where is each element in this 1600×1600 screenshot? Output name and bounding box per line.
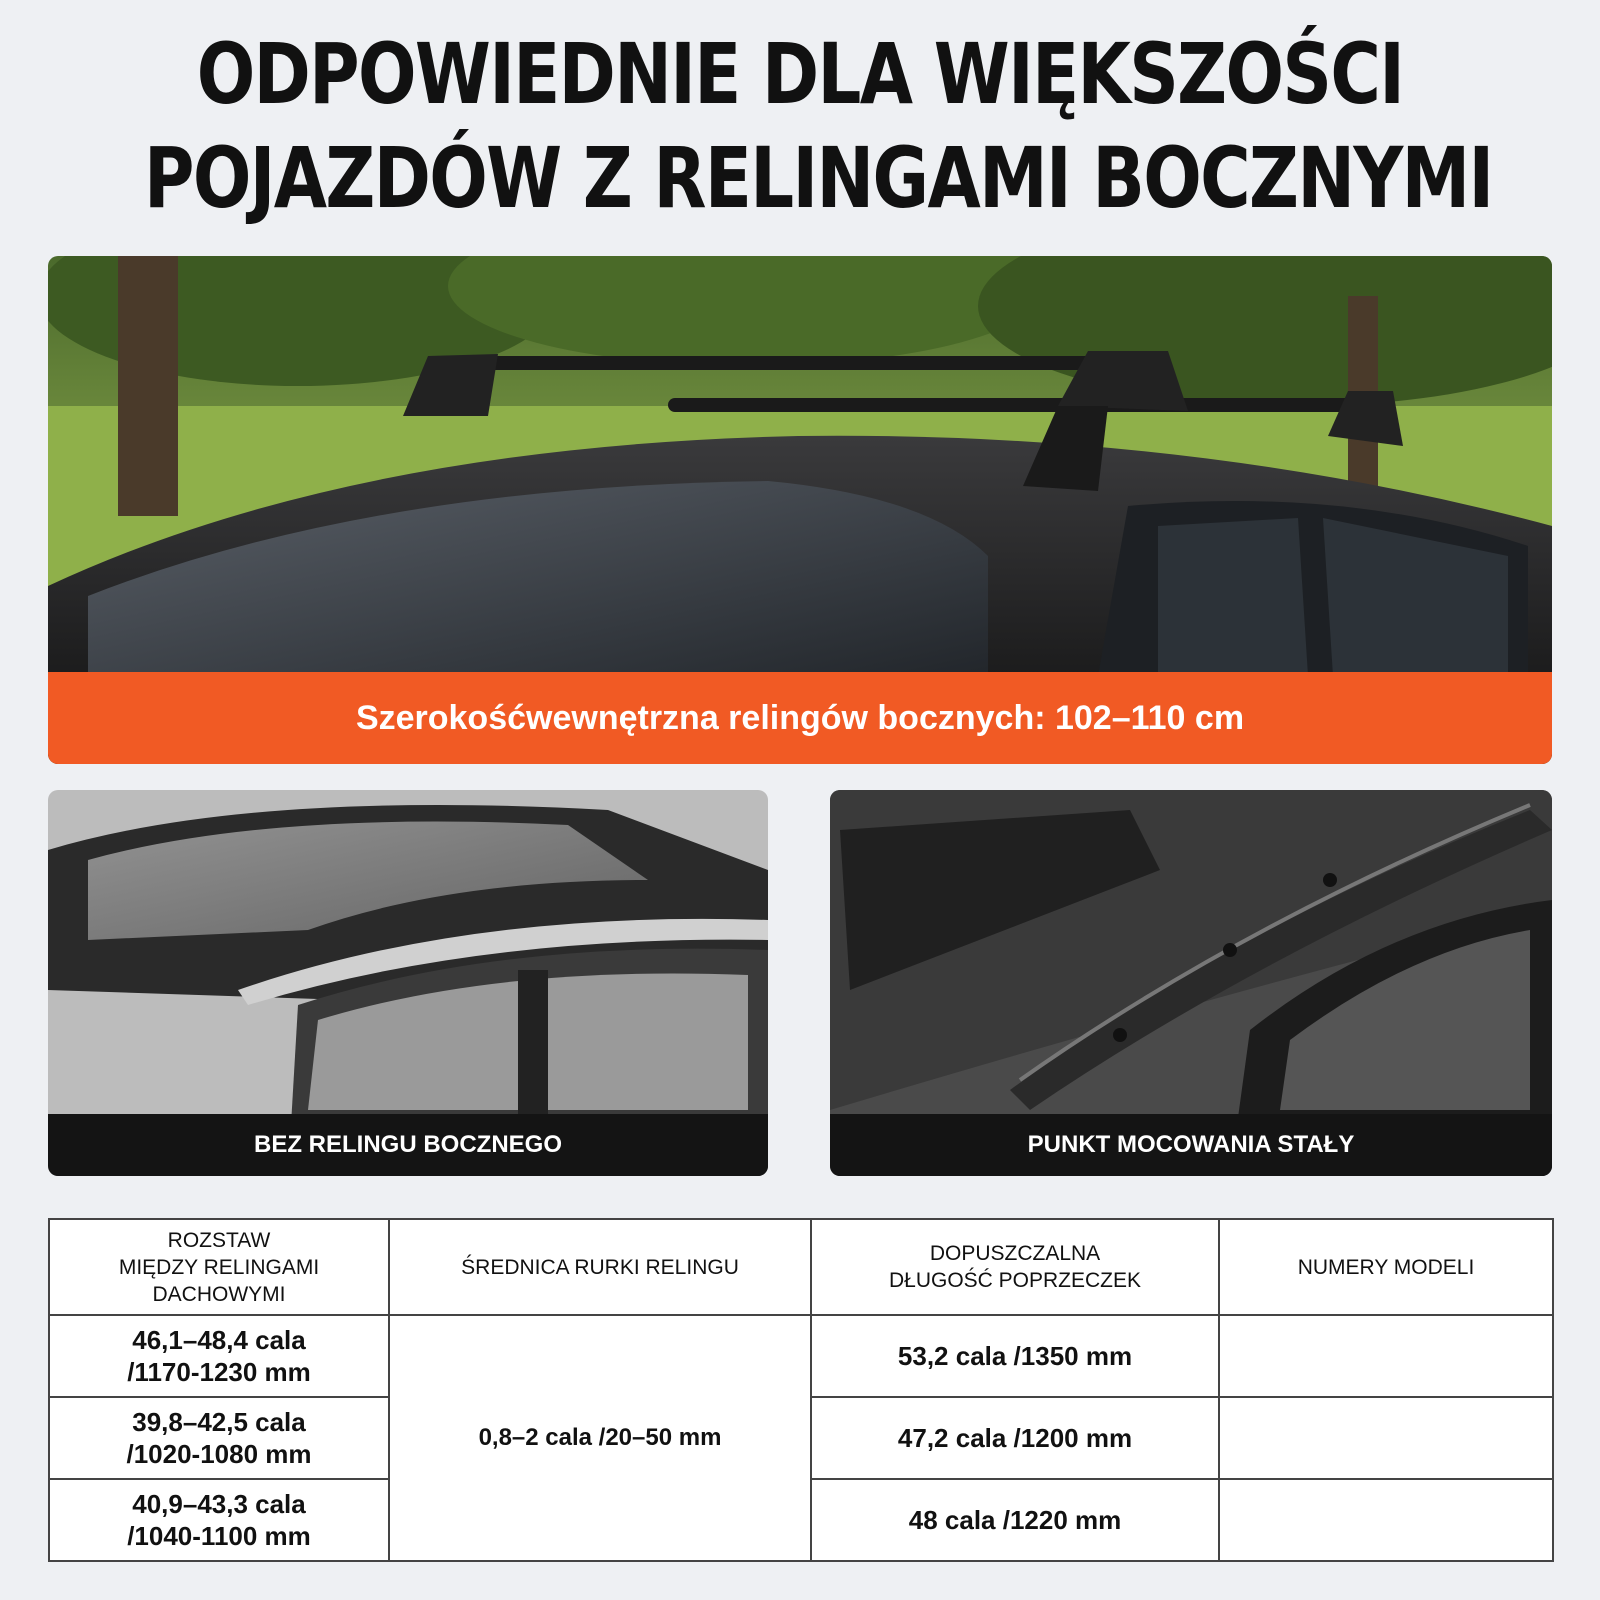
hero-caption-band bbox=[48, 672, 1552, 764]
table-row bbox=[49, 1315, 1553, 1397]
headline bbox=[144, 22, 1493, 230]
model-cell bbox=[1219, 1397, 1553, 1479]
hero-caption: Szerokośćwewnętrzna relingów bocznych: 102–110 cm bbox=[355, 698, 1245, 737]
headline-line-1: ODPOWIEDNIE DLA WIĘKSZOŚCI bbox=[196, 25, 1404, 123]
spacing-cell: 40,9–43,3 cala /1040-1100 mm bbox=[49, 1479, 389, 1561]
hero-photo-panel bbox=[48, 256, 1552, 764]
no-side-rail-caption-band bbox=[48, 1114, 768, 1176]
header-bar-length: DOPUSZCZALNA DŁUGOŚĆ POPRZECZEK bbox=[811, 1219, 1219, 1315]
headline-line-2: POJAZDÓW Z RELINGAMI BOCZNYMI bbox=[144, 129, 1493, 227]
spacing-cell: 46,1–48,4 cala /1170-1230 mm bbox=[49, 1315, 389, 1397]
fixed-point-photo-panel bbox=[830, 790, 1552, 1176]
diameter-cell: 0,8–2 cala /20–50 mm bbox=[389, 1315, 811, 1561]
fixed-point-caption-band bbox=[830, 1114, 1552, 1176]
header-tube-diameter: ŚREDNICA RURKI RELINGU bbox=[389, 1219, 811, 1315]
length-cell: 48 cala /1220 mm bbox=[811, 1479, 1219, 1561]
spacing-cell: 39,8–42,5 cala /1020-1080 mm bbox=[49, 1397, 389, 1479]
length-cell: 47,2 cala /1200 mm bbox=[811, 1397, 1219, 1479]
model-cell bbox=[1219, 1315, 1553, 1397]
no-side-rail-photo-panel bbox=[48, 790, 768, 1176]
fixed-point-caption: PUNKT MOCOWANIA STAŁY bbox=[1027, 1131, 1355, 1158]
spec-table bbox=[48, 1218, 1554, 1562]
no-side-rail-caption: BEZ RELINGU BOCZNEGO bbox=[253, 1131, 562, 1158]
length-cell: 53,2 cala /1350 mm bbox=[811, 1315, 1219, 1397]
table-header-row bbox=[49, 1219, 1553, 1315]
model-cell bbox=[1219, 1479, 1553, 1561]
header-model-numbers: NUMERY MODELI bbox=[1219, 1219, 1553, 1315]
header-rail-spacing: ROZSTAW MIĘDZY RELINGAMI DACHOWYMI bbox=[49, 1219, 389, 1315]
